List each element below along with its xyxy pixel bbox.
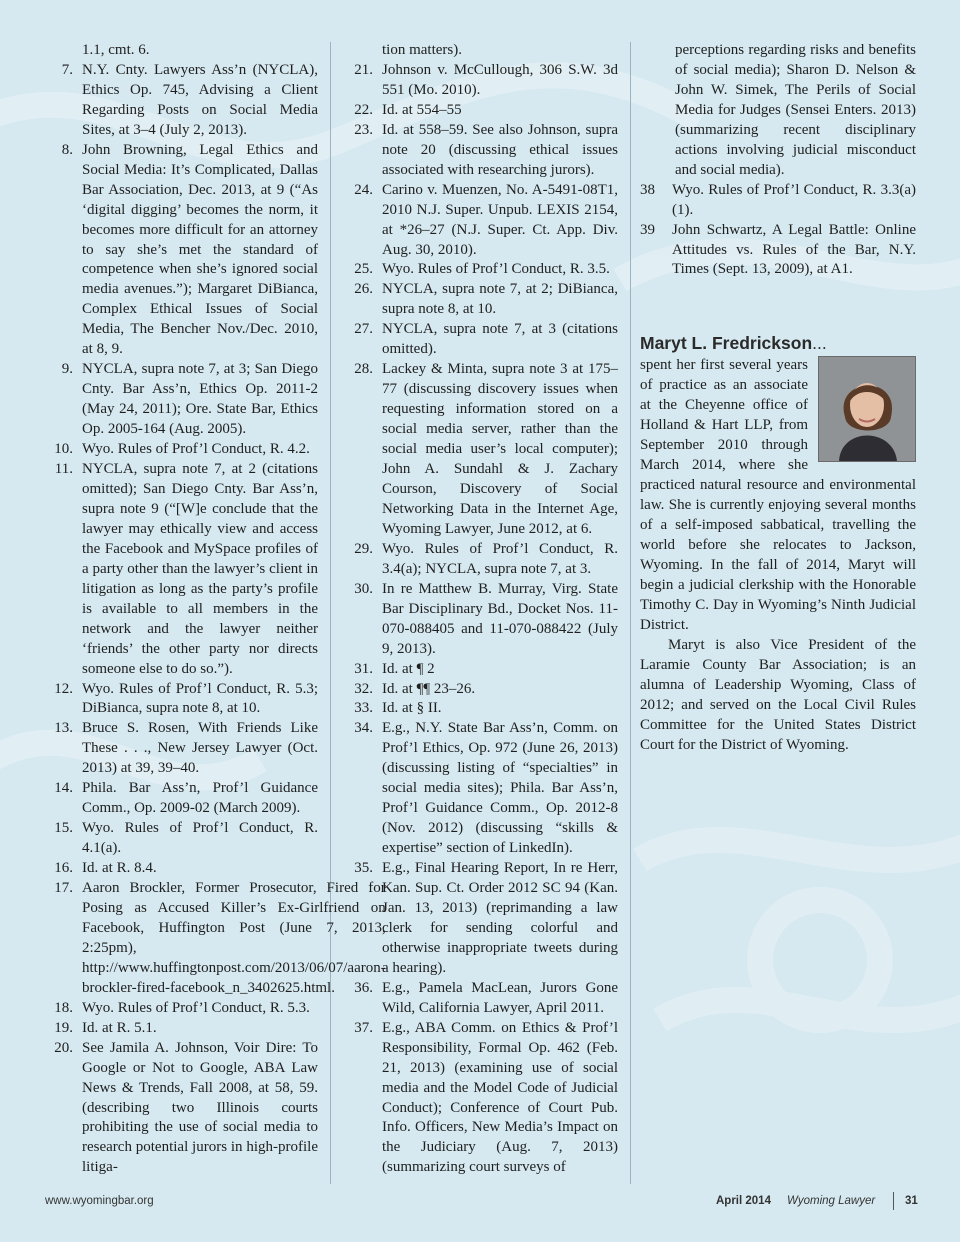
footer-issue-date: April 2014 — [716, 1195, 771, 1207]
page-number: 31 — [905, 1195, 918, 1207]
endnote-text: Johnson v. McCullough, 306 S.W. 3d 551 (Mo. 2010). — [382, 61, 618, 98]
author-name — [640, 332, 916, 354]
endnote-number: 23. — [354, 121, 373, 138]
endnote-number: 16. — [54, 860, 73, 877]
endnote — [40, 779, 318, 819]
footer-divider — [893, 1192, 894, 1210]
endnote-text: E.g., N.Y. State Bar Ass’n, Comm. on Prof’l Ethics, Op. 972 (June 26, 2013) (discussing listing of “specialties” in social media sites); Phila. Bar Ass’n, Prof’l Guidance Comm., Op. 2012-8 (Nov. 2012) (discussing “skills & expertise” section of LinkedIn). — [382, 720, 618, 857]
endnote-text: Wyo. Rules of Prof’l Conduct, R. 5.3; DiBianca, supra note 8, at 10. — [82, 680, 318, 717]
author-bio-paragraph-1: spent her first several years of practice as an associate at the Cheyenne office of Holland & Hart LLP, from September 2010 through March 2014, where she practiced natural resource and environmental law. She is currently enjoying several months of a self-imposed sabbatical, travelling the world before she relocates to Jackson, Wyoming. In the fall of 2014, Maryt will begin a judicial clerkship with the Honorable Timothy C. Day in Wyoming’s Ninth Judicial District. — [640, 357, 916, 633]
endnote — [340, 979, 618, 1019]
endnote-text: John Schwartz, A Legal Battle: Online Attitudes vs. Rules of the Bar, N.Y. Times (Sept. 13, 2009), at A1. — [672, 221, 916, 278]
endnote — [40, 1039, 318, 1179]
endnote-text: Wyo. Rules of Prof’l Conduct, R. 4.1(a). — [82, 820, 318, 857]
endnote-text: Id. at R. 8.4. — [82, 860, 157, 877]
endnote-number: 7. — [61, 61, 73, 78]
endnote-text: Id. at 558–59. See also Johnson, supra note 20 (discussing ethical issues associated with researching jurors). — [382, 121, 618, 178]
endnote — [340, 121, 618, 181]
endnote-number: 37. — [354, 1019, 373, 1036]
endnote-number: 33. — [354, 700, 373, 717]
endnote-number: 30. — [354, 580, 373, 597]
endnote-text: See Jamila A. Johnson, Voir Dire: To Google or Not to Google, ABA Law News & Trends, Fall 2008, at 58, 59. (describing two Illinois courts prohibiting the use of social media to research potential jurors in high-profile litiga- — [82, 1039, 318, 1176]
footer-magazine-title: Wyoming Lawyer — [787, 1195, 876, 1207]
endnote-number: 22. — [354, 101, 373, 118]
endnote-number: 10. — [54, 441, 73, 458]
endnote-text: John Browning, Legal Ethics and Social Media: It’s Complicated, Dallas Bar Association, Dec. 2013, at 9 (“As ‘digital digging’ becomes the norm, it becomes more difficult for an attorney to say she’s met the standard of competence when she’s ignored social media avenues.”); Margaret DiBianca, Complex Ethical Issues of Social Media, The Bencher Nov./Dec. 2010, at 8, 9. — [82, 141, 318, 358]
endnote — [40, 859, 318, 879]
endnote-number: 35. — [354, 860, 373, 877]
endnote-number: 36. — [354, 979, 373, 996]
endnote — [340, 360, 618, 540]
endnote-number: 25. — [354, 261, 373, 278]
endnotes-column-3 — [640, 41, 916, 756]
endnote — [40, 1019, 318, 1039]
author-name-ellipsis: ... — [812, 333, 827, 354]
endnote-number: 13. — [54, 720, 73, 737]
endnote-number: 12. — [54, 680, 73, 697]
endnote — [40, 141, 318, 360]
endnote-number: 27. — [354, 321, 373, 338]
endnote-text: Id. at ¶ 2 — [382, 660, 435, 677]
endnote — [340, 1019, 618, 1179]
endnotes-list — [640, 41, 916, 280]
endnote-number: 15. — [54, 820, 73, 837]
endnotes-column-2 — [340, 41, 618, 1178]
endnote-text: Wyo. Rules of Prof’l Conduct, R. 3.4(a); NYCLA, supra note 7, at 3. — [382, 540, 618, 577]
endnote — [40, 999, 318, 1019]
endnote-number: 11. — [54, 461, 73, 478]
endnote-number: 31. — [354, 660, 373, 677]
endnote-number: 39 — [640, 221, 655, 238]
endnote-number: 19. — [54, 1019, 73, 1036]
endnote — [340, 699, 618, 719]
endnote-number: 8. — [61, 141, 73, 158]
author-bio — [640, 356, 916, 755]
endnote-text: NYCLA, supra note 7, at 3; San Diego Cnty. Bar Ass’n, Ethics Op. 2011-2 (May 24, 2011); Ore. State Bar, Ethics Op. 2005-164 (Aug. 2005). — [82, 361, 318, 438]
endnote-text: Wyo. Rules of Prof’l Conduct, R. 5.3. — [82, 999, 310, 1016]
endnote — [340, 540, 618, 580]
endnote-number: 21. — [354, 61, 373, 78]
endnote-number: 26. — [354, 281, 373, 298]
endnote — [40, 680, 318, 720]
endnote-text: Aaron Brockler, Former Prosecutor, Fired for Posing as Accused Killer’s Ex-Girlfriend on Facebook, Huffington Post (June 7, 2013, 2:25pm), http://www.huffingtonpost.com/2013/06/07/aaron-brockler-fired-facebook_n_3402625.html. — [82, 880, 386, 996]
page-footer — [0, 1192, 960, 1212]
endnote-text: NYCLA, supra note 7, at 2; DiBianca, supra note 8, at 10. — [382, 281, 618, 318]
endnote-number: 24. — [354, 181, 373, 198]
endnote-text: Id. at R. 5.1. — [82, 1019, 157, 1036]
endnote-number: 28. — [354, 361, 373, 378]
endnote-number: 32. — [354, 680, 373, 697]
endnote-text: In re Matthew B. Murray, Virg. State Bar Disciplinary Bd., Docket Nos. 11-070-088405 and 11-070-088422 (July 9, 2013). — [382, 580, 618, 657]
author-photo — [818, 356, 916, 462]
endnote-text: Bruce S. Rosen, With Friends Like These . . ., New Jersey Lawyer (Oct. 2013) at 39, 39–40. — [82, 720, 318, 777]
endnote-text: Id. at § II. — [382, 700, 442, 717]
author-name-text: Maryt L. Fredrickson — [640, 333, 813, 354]
endnote — [40, 819, 318, 859]
endnote-text: Id. at ¶¶ 23–26. — [382, 680, 476, 697]
endnote — [340, 660, 618, 680]
endnote-text: 1.1, cmt. 6. — [82, 42, 150, 58]
endnote — [40, 61, 318, 141]
endnote — [40, 719, 318, 779]
endnote-text: Lackey & Minta, supra note 3 at 175–77 (discussing discovery issues when requesting information stored on a social media server, rather than the social media user’s local computer); John A. Sundahl & J. Zachary Courson, Discovery of Social Networking Data in the Internet Age, Wyoming Lawyer, June 2012, at 6. — [382, 361, 618, 537]
endnote-number: 20. — [54, 1039, 73, 1056]
endnote-text: E.g., Final Hearing Report, In re Herr, Kan. Sup. Ct. Order 2012 SC 94 (Kan. Jan. 13, 2013) (reprimanding a law clerk for sending colorful and otherwise inappropriate tweets during a hearing). — [382, 860, 618, 976]
endnote-text: Wyo. Rules of Prof’l Conduct, R. 3.3(a)(1). — [672, 181, 916, 218]
endnote-text: E.g., ABA Comm. on Ethics & Prof’l Responsibility, Formal Op. 462 (Feb. 21, 2013) (examining use of social media and the Model Code of Judicial Conduct); Conference of Court Pub. Info. Officers, New Media’s Impact on the Judiciary (Aug. 7, 2013) (summarizing court surveys of — [382, 1019, 618, 1176]
endnote — [340, 320, 618, 360]
endnote-text: Id. at 554–55 — [382, 101, 462, 118]
endnote — [340, 280, 618, 320]
endnote — [340, 61, 618, 101]
endnote — [640, 181, 916, 221]
endnote-text: tion matters). — [382, 42, 462, 58]
endnote-number: 18. — [54, 999, 73, 1016]
endnote — [40, 460, 318, 679]
endnote-number: 34. — [354, 720, 373, 737]
column-divider — [630, 42, 631, 1184]
endnote-text: E.g., Pamela MacLean, Jurors Gone Wild, California Lawyer, April 2011. — [382, 979, 618, 1016]
endnote-continuation — [640, 41, 916, 181]
endnote-text: N.Y. Cnty. Lawyers Ass’n (NYCLA), Ethics Op. 745, Advising a Client Regarding Posts on Social Media Sites, at 3–4 (July 2, 2013). — [82, 61, 318, 138]
endnote-text: Phila. Bar Ass’n, Prof’l Guidance Comm., Op. 2009-02 (March 2009). — [82, 780, 318, 817]
endnote — [340, 719, 618, 859]
endnote-text: perceptions regarding risks and benefits of social media); Sharon D. Nelson & John W. Simek, The Perils of Social Media for Judges (Sensei Enters. 2013) (summarizing recent disciplinary actions involving judicial misconduct and social media). — [675, 42, 916, 178]
endnote-number: 38 — [640, 181, 655, 198]
endnote-text: Wyo. Rules of Prof’l Conduct, R. 3.5. — [382, 261, 610, 278]
endnote-text: Wyo. Rules of Prof’l Conduct, R. 4.2. — [82, 441, 310, 458]
endnote-number: 14. — [54, 780, 73, 797]
footer-website-link[interactable]: www.wyomingbar.org — [45, 1195, 154, 1207]
endnote-number: 9. — [61, 361, 73, 378]
endnote — [640, 221, 916, 281]
endnote — [340, 680, 618, 700]
endnote — [340, 859, 618, 979]
endnote — [340, 181, 618, 261]
endnote-text: NYCLA, supra note 7, at 2 (citations omitted); San Diego Cnty. Bar Ass’n, supra note 9 (“[W]e conclude that the lawyer may ethically view and access the Facebook and MySpace profiles of a party other than the lawyer’s client in litigation as long as the party’s profile is available to all members in the network and the lawyer neither ‘friends’ the other party nor directs someone else to do so.”). — [82, 461, 318, 677]
endnote-number: 17. — [54, 880, 73, 897]
endnote — [40, 360, 318, 440]
endnote-number: 29. — [354, 540, 373, 557]
author-bio-paragraph-2: Maryt is also Vice President of the Laramie County Bar Association; is an alumna of Leadership Wyoming, Class of 2012; and served on the Local Civil Rules Committee for the United States District Court for the District of Wyoming. — [640, 636, 916, 753]
endnote-continuation — [340, 41, 618, 61]
endnote-text: NYCLA, supra note 7, at 3 (citations omitted). — [382, 321, 618, 358]
endnote-continuation — [40, 41, 318, 61]
endnote — [340, 260, 618, 280]
endnote — [340, 101, 618, 121]
endnote — [340, 580, 618, 660]
column-divider — [330, 42, 331, 1184]
endnote — [40, 440, 318, 460]
endnote-text: Carino v. Muenzen, No. A-5491-08T1, 2010 N.J. Super. Unpub. LEXIS 2154, at *26–27 (N.J. Super. Ct. App. Div. Aug. 30, 2010). — [382, 181, 618, 258]
